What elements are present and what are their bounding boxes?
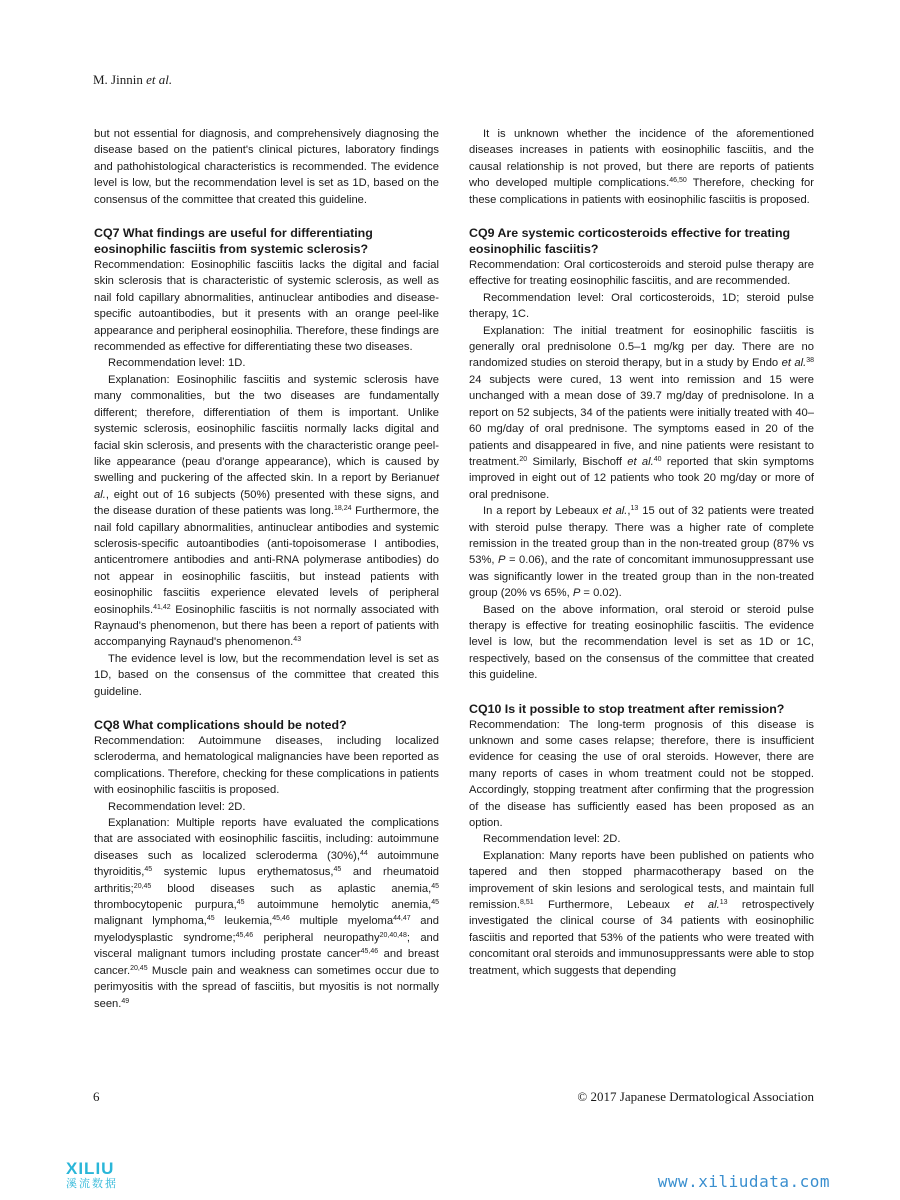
watermark-logo-cn: 溪流数据 <box>66 1177 118 1190</box>
watermark-logo <box>66 1160 146 1192</box>
citation: 20,45 <box>133 882 152 890</box>
cq9-level: Recommendation level: Oral corticosteroids, 1D; steroid pulse therapy, 1C. <box>469 291 814 321</box>
text-run: retrospectively investigated the clinical course of 34 patients with eosinophilic fasciitis and reported that 53% of the patients who were treated with concomitant oral steroids and immunosuppressants were able to stop treatment, which suggests that depending <box>469 899 815 977</box>
text-run: 24 subjects were cured, 13 went into remission and 15 were unchanged with a mean dose of 39.7 mg/day of prednisolone. In a report on 52 subjects, 34 of the patients were initially treated with 40–60 mg/day of oral prednisone. The symptoms eased in 20 of the patients and disappeared in five, and nine patients were resistant to treatment. <box>469 373 814 468</box>
text-run: Eosinophilic fasciitis is not normally associated with Raynaud's phenomenon, but there has been a report of patients with accompanying Raynaud's phenomenon. <box>94 603 439 649</box>
citation: 43 <box>293 636 302 644</box>
text-run: Muscle pain and weakness can sometimes occur due to perimyositis with the spread of fasciitis, but myositis is not normally seen. <box>94 964 439 1010</box>
text-run: and rheumatoid arthritis; <box>94 866 439 895</box>
text-run: Similarly, Bischoff <box>527 455 628 468</box>
cq7-level: Recommendation level: 1D. <box>108 357 246 370</box>
text-run: and breast cancer. <box>94 948 440 977</box>
cq10-recommendation: Recommendation: The long-term prognosis of this disease is unknown and some cases relapse; therefore, there is insufficient evidence for ceasing the use of oral steroids. However, there are many reports of cases in whom treatment could not be stopped. Accordingly, stopping treatment after confirming that the progression of the disease has sufficiently eased has been proposed as an option. <box>469 718 814 830</box>
citation: 45,46 <box>360 948 379 956</box>
text-run: leukemia, <box>214 915 273 928</box>
watermark-logo-text: XILIU <box>66 1159 115 1178</box>
text-run: Furthermore, Lebeaux <box>533 899 685 912</box>
text-run: Explanation: Many reports have been published on patients who tapered and then stopped pharmacotherapy based on the improvement of skin lesions and serological tests, and maintain full remission. <box>469 849 814 912</box>
citation: 49 <box>121 997 130 1005</box>
text-run: ; and visceral malignant tumors including prostate cancer <box>94 931 439 961</box>
text-run: autoimmune hemolytic anemia, <box>244 899 432 912</box>
citation: 38 <box>806 357 814 365</box>
right-column <box>469 126 814 979</box>
running-head-author: M. Jinnin <box>93 72 143 87</box>
intro-paragraph: but not essential for diagnosis, and comprehensively diagnosing the disease based on the patient's clinical pictures, laboratory findings and pathohistological characteristics is recommended. The evidence level is low, but the recommendation level is set as 1D, based on the consensus of the committee that created this guideline. <box>94 128 439 206</box>
text-run: et al. <box>602 505 628 518</box>
citation: 45,46 <box>272 915 290 923</box>
cq10-explanation <box>469 848 814 979</box>
text-run: systemic lupus erythematosus, <box>152 866 334 879</box>
cq7-explanation <box>94 372 439 651</box>
text-run: thrombocytopenic purpura, <box>94 899 237 912</box>
text-run: Explanation: Eosinophilic fasciitis and systemic sclerosis have many commonalities, but the two diseases are fundamentally different; therefore, differentiation of them is important. Unlike systemic sclerosis, eosinophilic fasciitis normally lacks digital and facial skin sclerosis, and presents with the characteristic orange peel-like appearance (peau d'orange appearance), which is caused by swelling and puckering of the affected skin. In a report by Berianu <box>94 373 439 485</box>
citation: 45 <box>236 899 245 907</box>
cq7-heading: CQ7 What findings are useful for differentiating eosinophilic fasciitis from systemic sclerosis? <box>94 226 373 257</box>
text-run: It is unknown whether the incidence of the aforementioned diseases increases in patients with eosinophilic fasciitis, and the causal relationship is not proved, but there are reports of patients who developed multiple complications. <box>469 128 814 190</box>
cq8-explanation <box>94 815 439 1012</box>
citation: 44 <box>359 849 368 857</box>
citation: 45 <box>206 915 215 923</box>
cq7-recommendation: Recommendation: Eosinophilic fasciitis lacks the digital and facial skin sclerosis that is characteristic of systemic sclerosis, as well as nail fold capillary abnormalities, antinuclear antibodies and disease-specific autoantibodies, but it presents with an orange peel-like appearance and peripheral eosinophilia. Therefore, these findings are recommended as effective for differentiating these two diseases. <box>94 259 439 354</box>
cq8-heading: CQ8 What complications should be noted? <box>94 718 347 732</box>
citation: 20,40,48 <box>379 931 407 939</box>
citation: 44,47 <box>393 915 411 923</box>
citation: 40 <box>653 455 662 463</box>
text-run: 15 out of 32 patients were treated with steroid pulse therapy. There was a higher rate of complete remission in the treated group than in the non-treated group (87% vs 53%, <box>469 505 814 567</box>
running-head-etal: et al. <box>146 72 173 87</box>
text-run: multiple myeloma <box>289 915 394 928</box>
citation: 45 <box>431 882 439 890</box>
citation: 8,51 <box>519 899 534 907</box>
cq9-conclusion: Based on the above information, oral steroid or steroid pulse therapy is effective for treating eosinophilic fasciitis. The evidence level is low, but the recommendation level is set as 1D or 1C, respectively, based on the consensus of the committee that created this guideline. <box>469 603 814 682</box>
cq9-explanation <box>469 323 814 503</box>
text-run: et al. <box>627 455 654 468</box>
cq10-heading: CQ10 Is it possible to stop treatment after remission? <box>469 701 785 716</box>
text-run: Explanation: The initial treatment for eosinophilic fasciitis is generally oral prednisolone 0.5–1 mg/kg per day. There are no randomized studies on steroid therapy, but in a study by Endo <box>469 324 814 370</box>
text-run: et al. <box>94 472 439 501</box>
cq9-recommendation: Recommendation: Oral corticosteroids and steroid pulse therapy are effective for treating eosinophilic fasciitis, and are recommended. <box>469 259 814 288</box>
copyright-notice: © 2017 Japanese Dermatological Association <box>577 1089 814 1104</box>
text-run: et al. <box>684 899 720 912</box>
text-run: = 0.02). <box>580 587 622 600</box>
cq8-continuation <box>469 126 814 208</box>
citation: 46,50 <box>669 177 687 185</box>
text-run: P <box>498 554 506 567</box>
citation: 45,46 <box>235 931 254 939</box>
left-column <box>94 126 439 1012</box>
text-run: Explanation: Multiple reports have evaluated the complications that are associated with eosinophilic fasciitis, including: autoimmune diseases such as localized scleroderma (30%), <box>94 817 439 862</box>
citation: 13 <box>719 899 728 907</box>
cq8-level: Recommendation level: 2D. <box>108 800 246 813</box>
text-run: et al. <box>781 357 807 370</box>
text-run: In a report by Lebeaux <box>483 505 603 518</box>
text-run: peripheral neuropathy <box>253 931 380 944</box>
citation: 45 <box>431 899 439 907</box>
citation: 45 <box>333 866 342 874</box>
cq7-conclusion: The evidence level is low, but the recommendation level is set as 1D, based on the consensus of the committee that created this guideline. <box>94 652 439 698</box>
citation: 45 <box>144 866 153 874</box>
cq9-heading: CQ9 Are systemic corticosteroids effective for treating eosinophilic fasciitis? <box>469 226 791 257</box>
text-run: P <box>572 587 581 600</box>
text-run: blood diseases such as aplastic anemia, <box>151 882 432 895</box>
citation: 18,24 <box>333 505 352 513</box>
text-run: and myelodysplastic syndrome; <box>94 915 439 944</box>
text-run: = 0.06), and the rate of concomitant immunosuppressant use was significantly lower in the treated group than in the non-treated group (20% vs 65%, <box>469 554 814 600</box>
page-number: 6 <box>93 1089 100 1104</box>
citation: 20 <box>519 455 528 463</box>
running-head <box>93 72 172 88</box>
text-run: reported that skin symptoms improved in eight out of 12 patients who took 20 mg/day or more of oral prednisone. <box>469 455 814 501</box>
text-run: autoimmune thyroiditis, <box>94 849 439 879</box>
text-run: Therefore, checking for these complications in patients with eosinophilic fasciitis is proposed. <box>469 177 814 206</box>
citation: 20,45 <box>130 964 148 972</box>
citation: 13 <box>630 505 639 513</box>
citation: 41,42 <box>153 603 171 611</box>
text-run: , eight out of 16 subjects (50%) presented with these signs, and the disease duration of these patients was long. <box>94 488 439 518</box>
watermark-url: www.xiliudata.com <box>657 1172 830 1191</box>
cq9-lebeaux-paragraph: In a report by Lebeaux et al.,$^{13}$ 15 out of 32 patients were treated with steroid pulse therapy. There was a higher rate of complete remission in the treated group than in the non-treated group (87% vs 53%, P = 0.06), and the rate of concomitant immunosuppressant use was significantly lower in the treated group than in the non-treated group (20% vs 65%, P = 0.02). <box>469 505 814 600</box>
text-run: malignant lymphoma, <box>94 915 207 928</box>
cq10-level: Recommendation level: 2D. <box>483 833 621 846</box>
cq8-recommendation: Recommendation: Autoimmune diseases, including localized scleroderma, and hematological malignancies have been reported as complications. Therefore, checking for these complications in patients with eosinophilic fasciitis is proposed. <box>94 735 439 797</box>
text-run: Furthermore, the nail fold capillary abnormalities, antinuclear antibodies and systemic sclerosis-specific autoantibodies (anti-topoisomerase I antibodies, anticentromere antibodies and anti-RNA polymerase antibodies) do not appear in eosinophilic fasciitis, but instead patients with eosinophilic fasciitis experience elevated levels of peripheral eosinophils. <box>94 505 439 616</box>
